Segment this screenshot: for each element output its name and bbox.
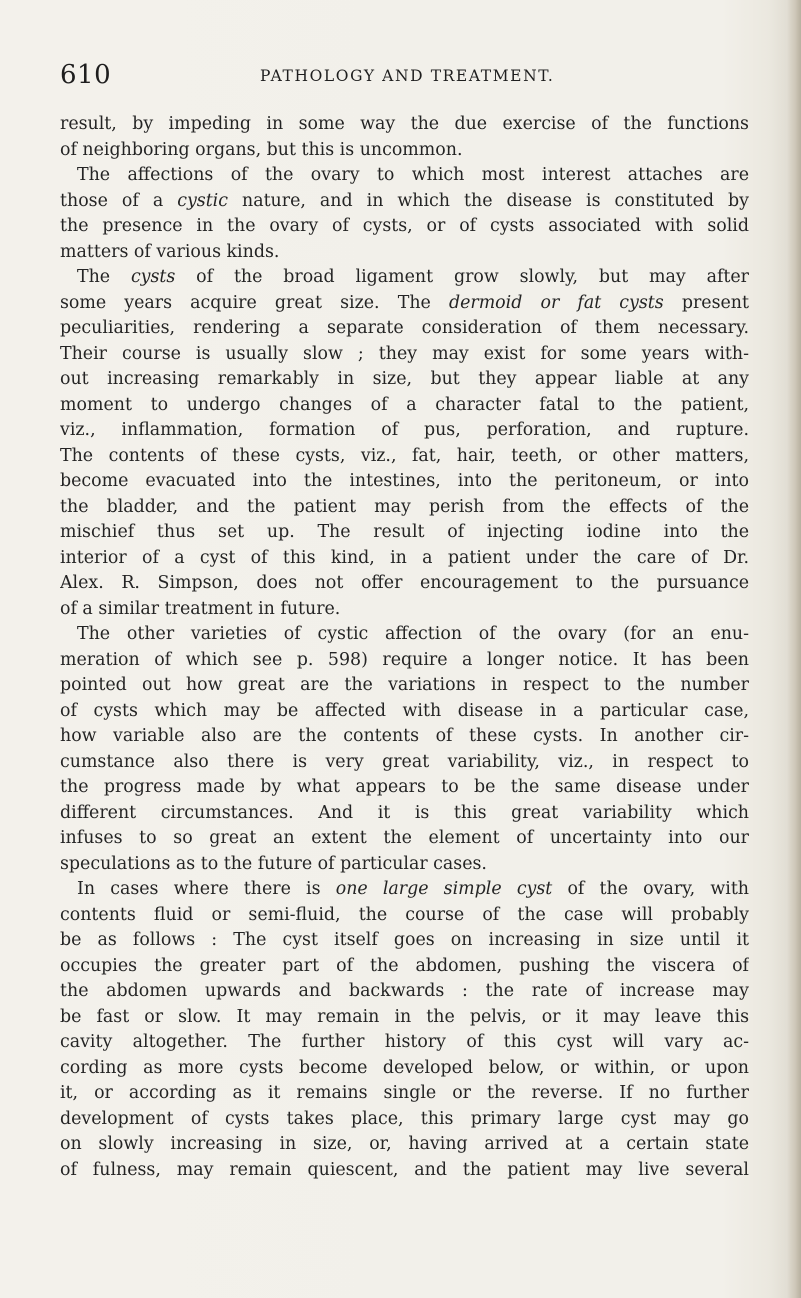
text-line: become evacuated into the intestines, into the peritoneum, or into	[60, 471, 749, 491]
text-line: mischief thus set up. The result of injecting iodine into the	[60, 522, 749, 542]
text-line: the progress made by what appears to be the same disease under	[60, 777, 749, 797]
text-line: it, or according as it remains single or the reverse. If no further	[60, 1083, 749, 1103]
running-head: PATHOLOGY AND TREATMENT.	[260, 67, 555, 85]
text-line	[60, 163, 749, 189]
text-line: of fulness, may remain quiescent, and the patient may live several	[60, 1159, 749, 1180]
text-line: different circumstances. And it is this great variability which	[60, 802, 749, 823]
text-line: matters of various kinds.	[60, 241, 280, 262]
text-line: speculations as to the future of particular cases.	[60, 853, 487, 874]
text-line: contents fluid or semi-fluid, the course of the case will probably	[60, 904, 749, 925]
text-segment: of the ovary, with	[552, 879, 749, 899]
text-segment: The affections of the ovary to which most interest attaches are	[77, 165, 749, 185]
italic-term: one large simple cyst	[335, 879, 553, 899]
text-line: interior of a cyst of this kind, in a patient under the care of Dr.	[60, 547, 749, 568]
text-line: out increasing remarkably in size, but they appear liable at any	[60, 369, 749, 389]
text-line: on slowly increasing in size, or, having arrived at a certain state	[60, 1134, 749, 1154]
text-line: cavity altogether. The further history of this cyst will vary ac-	[60, 1032, 749, 1052]
text-line	[60, 265, 749, 291]
text-line	[60, 877, 749, 903]
page-edge-shadow	[787, 0, 801, 1298]
text-line: Their course is usually slow ; they may exist for some years with-	[60, 343, 749, 364]
text-line: how variable also are the contents of these cysts. In another cir-	[60, 726, 749, 746]
text-segment: In cases where there is	[77, 879, 336, 899]
text-segment: some years acquire great size. The	[60, 292, 449, 313]
text-line: of a similar treatment in future.	[60, 598, 341, 619]
text-line: be fast or slow. It may remain in the pelvis, or it may leave this	[60, 1006, 749, 1027]
text-segment: those of a	[60, 190, 178, 211]
text-line: peculiarities, rendering a separate consideration of them necessary.	[60, 318, 749, 338]
page-number: 610	[60, 60, 112, 90]
text-segment: present	[663, 292, 749, 313]
text-segment: The	[77, 267, 131, 287]
text-line: pointed out how great are the variations in respect to the number	[60, 675, 749, 695]
italic-term: dermoid or fat cysts	[448, 292, 664, 313]
text-line: cording as more cysts become developed below, or within, or upon	[60, 1057, 749, 1078]
text-line: the abdomen upwards and backwards : the rate of increase may	[60, 981, 749, 1001]
body-text	[60, 112, 749, 1183]
text-line: result, by impeding in some way the due exercise of the functions	[60, 114, 749, 134]
text-line: infuses to so great an extent the element of uncertainty into our	[60, 828, 749, 848]
text-line: Alex. R. Simpson, does not offer encouragement to the pursuance	[60, 573, 749, 593]
text-line: the bladder, and the patient may perish from the effects of the	[60, 496, 749, 517]
text-line: moment to undergo changes of a character fatal to the patient,	[60, 394, 749, 415]
text-segment: nature, and in which the disease is constituted by	[227, 190, 749, 211]
text-line: the presence in the ovary of cysts, or of cysts associated with solid	[60, 216, 749, 236]
text-line: of cysts which may be affected with disease in a particular case,	[60, 700, 749, 721]
text-line	[60, 189, 749, 215]
text-segment: of the broad ligament grow slowly, but may after	[175, 267, 749, 287]
italic-term: cysts	[130, 267, 176, 287]
text-line: development of cysts takes place, this primary large cyst may go	[60, 1108, 749, 1129]
italic-term: cystic	[177, 190, 228, 211]
text-line: viz., inflammation, formation of pus, perforation, and rupture.	[60, 420, 749, 440]
text-line: meration of which see p. 598) require a longer notice. It has been	[60, 649, 749, 670]
text-line: be as follows : The cyst itself goes on increasing in size until it	[60, 930, 749, 950]
text-line: The other varieties of cystic affection of the ovary (for an enu-	[77, 624, 749, 644]
text-line: of neighboring organs, but this is uncommon.	[60, 139, 463, 160]
text-line: cumstance also there is very great variability, viz., in respect to	[60, 751, 749, 772]
page-header	[60, 60, 750, 96]
text-line: The contents of these cysts, viz., fat, hair, teeth, or other matters,	[60, 445, 749, 466]
text-line	[60, 291, 749, 317]
text-line: occupies the greater part of the abdomen, pushing the viscera of	[60, 955, 749, 976]
